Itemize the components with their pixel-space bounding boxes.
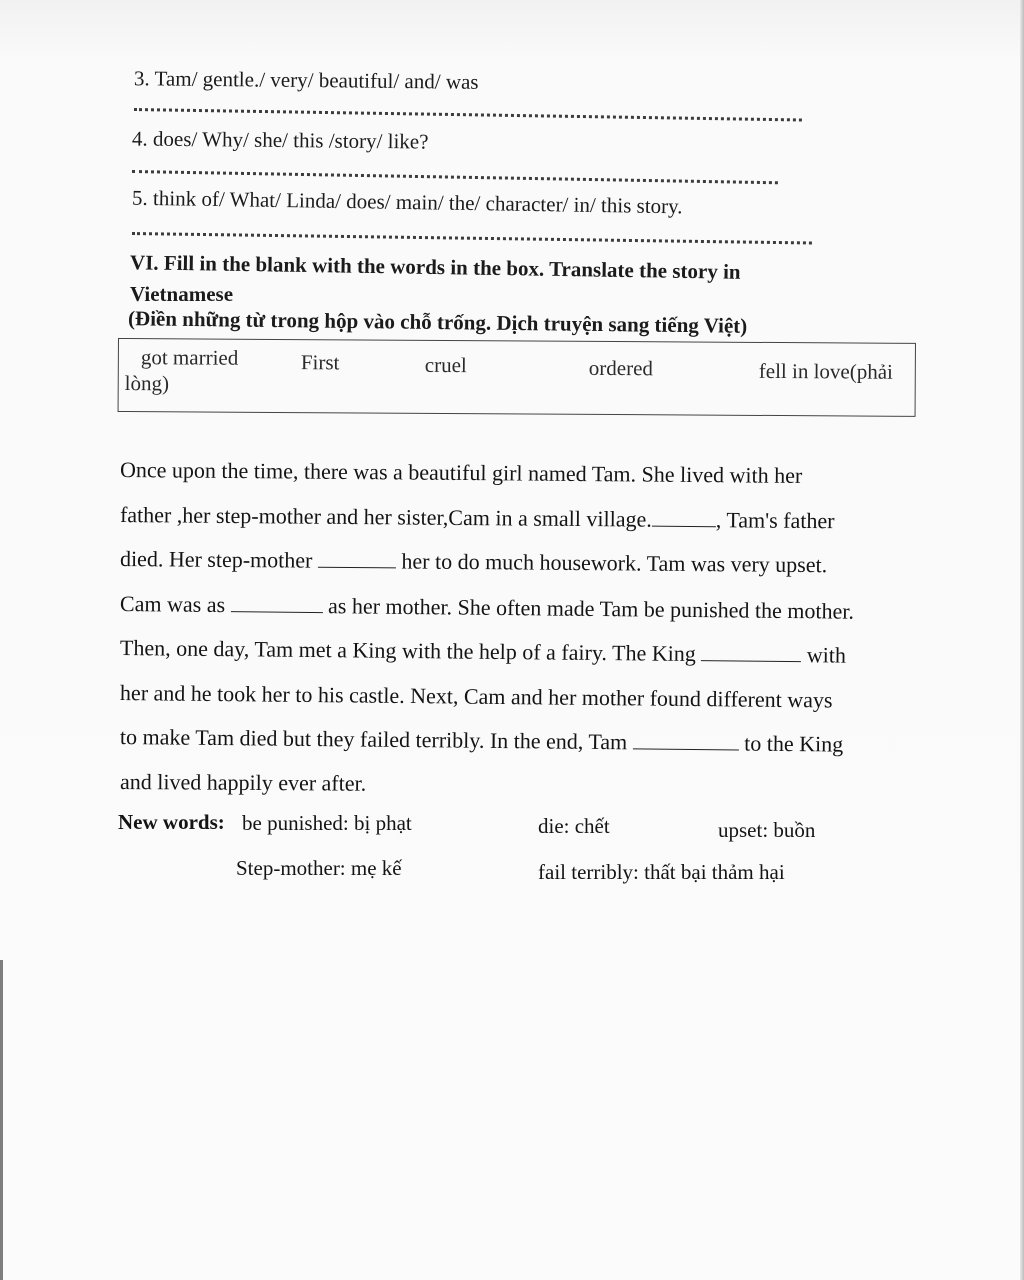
section-vi-subtitle: (Điền những từ trong hộp vào chỗ trống. Dịch truyện sang tiếng Việt) — [127, 306, 748, 338]
word-cruel: cruel — [424, 352, 467, 378]
blank-1[interactable] — [652, 507, 716, 527]
story-line: Cam was as as her mother. She often made Tam be punished the mother. — [119, 590, 855, 624]
new-word-die: die: chết — [538, 814, 610, 838]
section-vi-title: VI. Fill in the blank with the words in the box. Translate the story in — [129, 250, 741, 284]
blank-2[interactable] — [318, 549, 396, 569]
word-box — [118, 338, 916, 417]
story-line: her and he took her to his castle. Next, Cam and her mother found different ways — [119, 679, 833, 712]
story-line: to make Tam died but they failed terribly. In the end, Tam to the King — [119, 724, 844, 757]
story-line: Then, one day, Tam met a King with the help of a fairy. The King with — [119, 635, 847, 668]
blank-3[interactable] — [231, 593, 323, 613]
blank-4[interactable] — [701, 642, 801, 662]
story-line: died. Her step-mother her to do much housework. Tam was very upset. — [119, 546, 828, 578]
new-word-upset: upset: buồn — [718, 818, 816, 842]
blank-5[interactable] — [633, 730, 739, 750]
new-word-be-punished: be punished: bị phạt — [242, 811, 412, 835]
story-line: Once upon the time, there was a beautiful girl named Tam. She lived with her — [119, 457, 803, 488]
binding-edge — [0, 960, 3, 1280]
new-word-fail-terribly: fail terribly: thất bại thảm hại — [538, 860, 785, 884]
word-first: First — [300, 350, 340, 375]
word-fell-in-love: fell in love(phải — [758, 358, 894, 384]
question-5: 5. think of/ What/ Linda/ does/ main/ the/ character/ in/ this story. — [131, 185, 683, 219]
answer-line-5 — [132, 232, 812, 244]
new-words-label: New words: — [118, 810, 225, 834]
word-got-married: got married — [140, 345, 239, 370]
word-fell-in-love-cont: lòng) — [124, 371, 170, 396]
story-line: and lived happily ever after. — [119, 768, 367, 796]
answer-line-4 — [132, 170, 778, 184]
story-line: father ,her step-mother and her sister,Cam in a small village. , Tam's father — [119, 501, 835, 533]
word-ordered: ordered — [588, 355, 654, 381]
new-word-step-mother: Step-mother: mẹ kế — [236, 856, 402, 880]
page-edge-shadow — [1020, 0, 1024, 1280]
story-text — [120, 448, 920, 804]
question-3: 3. Tam/ gentle./ very/ beautiful/ and/ was — [133, 66, 479, 94]
section-vi-title-cont: Vietnamese — [130, 282, 234, 306]
question-4: 4. does/ Why/ she/ this /story/ like? — [131, 126, 429, 154]
answer-line-3 — [134, 108, 802, 121]
